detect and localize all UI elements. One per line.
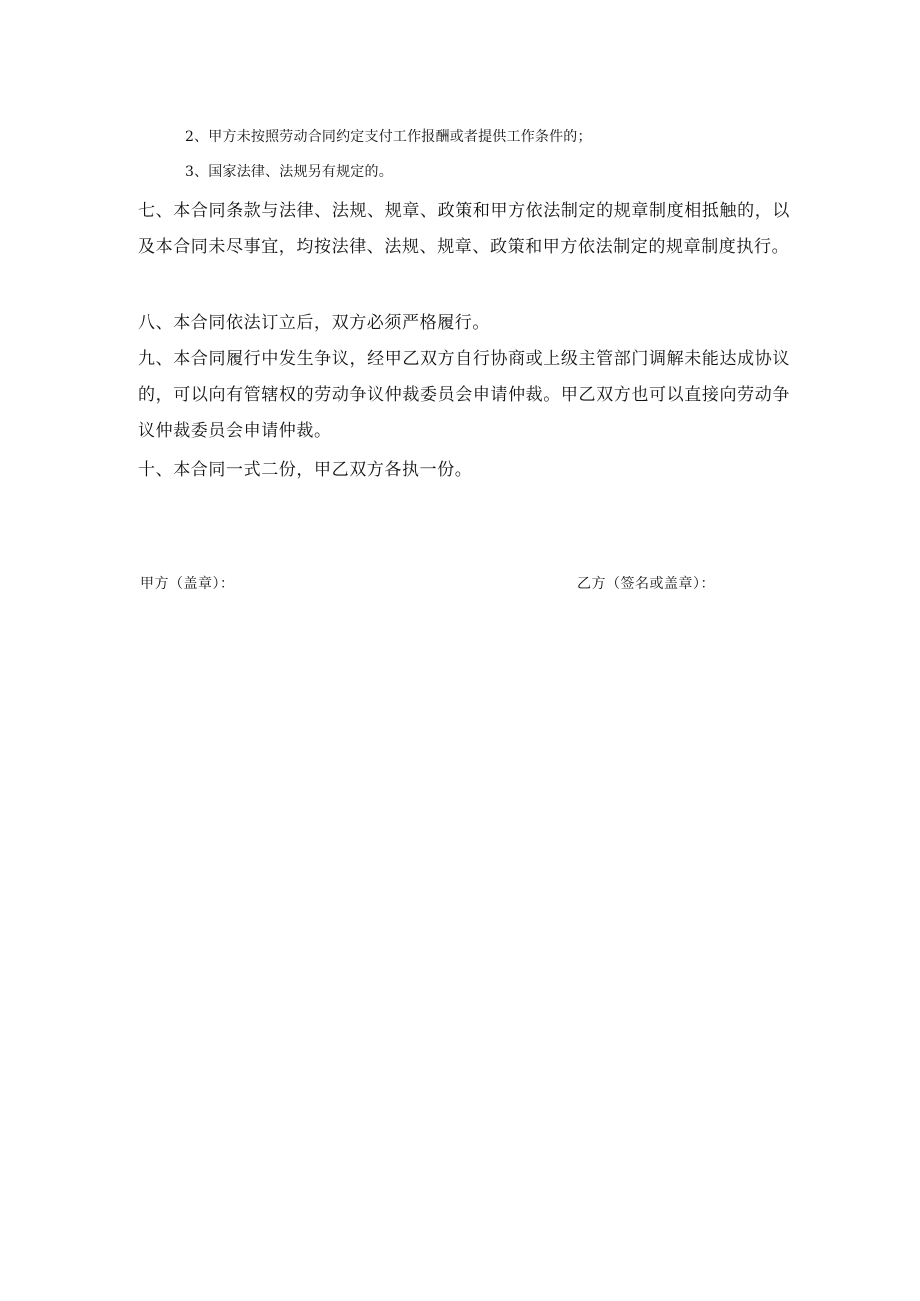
clause-9: 九、本合同履行中发生争议，经甲乙双方自行协商或上级主管部门调解未能达成协议的，可以向有管辖权的劳动争议仲裁委员会申请仲裁。甲乙双方也可以直接向劳动争议仲裁委员会申请仲裁。 (138, 349, 790, 441)
sub-item-3: 3、国家法律、法规另有规定的。 (185, 164, 393, 180)
party-b-signature-label: 乙方（签名或盖章）： (577, 576, 715, 592)
clause-8: 八、本合同依法订立后，双方必须严格履行。 (138, 313, 490, 333)
sub-item-2: 2、甲方未按照劳动合同约定支付工作报酬或者提供工作条件的； (185, 129, 592, 145)
clause-10: 十、本合同一式二份，甲乙双方各执一份。 (138, 460, 473, 480)
clause-7: 七、本合同条款与法律、法规、规章、政策和甲方依法制定的规章制度相抵触的，以及本合同未尽事宜，均按法律、法规、规章、政策和甲方依法制定的规章制度执行。 (138, 201, 790, 257)
party-a-signature-label: 甲方（盖章）： (140, 576, 235, 592)
